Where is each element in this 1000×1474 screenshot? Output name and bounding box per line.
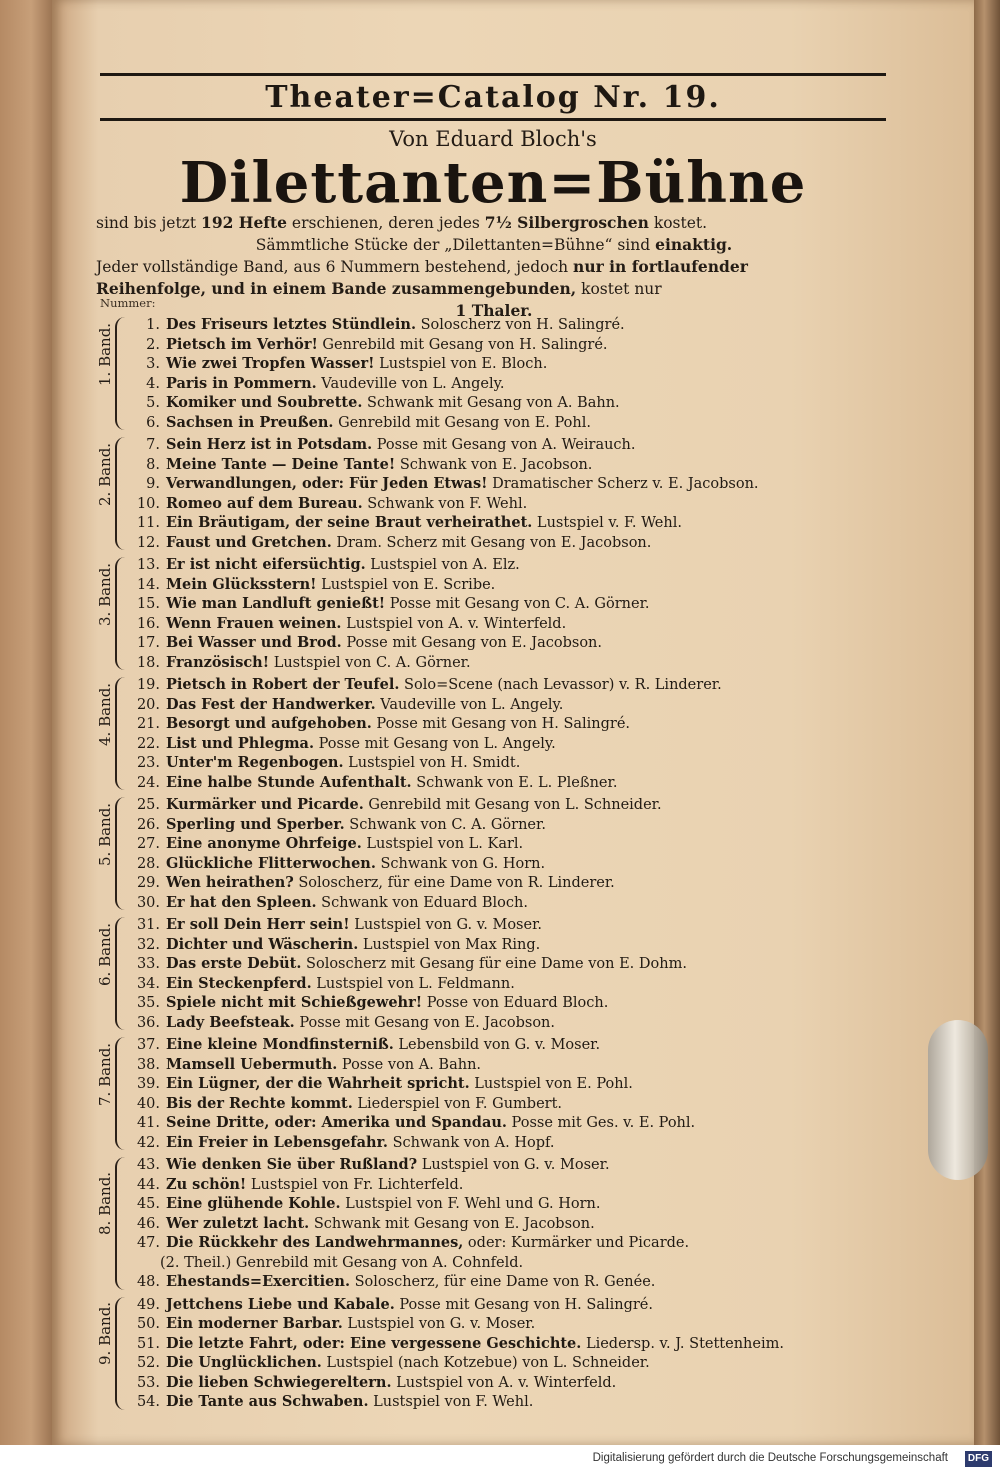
- list-item: [134, 1155, 610, 1175]
- entry-number: 13.: [136, 557, 160, 573]
- entry-number: 47.: [136, 1235, 160, 1251]
- list-item: [134, 494, 527, 514]
- entry-description: Lustspiel von E. Bloch.: [374, 356, 548, 372]
- entry-description: Schwank von A. Hopf.: [387, 1134, 555, 1151]
- list-item: [134, 1314, 535, 1334]
- list-item: [134, 1295, 653, 1315]
- right-page-edge: [974, 0, 1000, 1445]
- entry-title: Unter'm Regenbogen.: [166, 754, 344, 771]
- list-item: [134, 675, 722, 695]
- entry-number: 39.: [136, 1076, 160, 1092]
- list-item: [134, 575, 495, 595]
- list-item: [134, 974, 515, 994]
- band-group: [89, 317, 133, 430]
- entry-title: Eine glühende Kohle.: [166, 1195, 341, 1212]
- entry-description: Schwank von C. A. Görner.: [344, 816, 546, 833]
- entry-description: Dram. Scherz mit Gesang von E. Jacobson.: [331, 534, 652, 551]
- entry-title: Die Rückkehr des Landwehrmannes,: [166, 1234, 464, 1251]
- band-label: 1. Band.: [96, 322, 114, 386]
- entry-number: 8.: [146, 456, 160, 473]
- entry-description: Posse mit Gesang von C. A. Görner.: [385, 596, 650, 612]
- header-rule-top: [100, 73, 886, 76]
- list-item: [134, 993, 608, 1013]
- band-label: 5. Band.: [96, 802, 114, 866]
- entry-number: 10.: [136, 495, 160, 512]
- entry-title: Wenn Frauen weinen.: [166, 614, 342, 632]
- entry-number: 12.: [136, 534, 160, 551]
- entry-title: Wie zwei Tropfen Wasser!: [166, 355, 375, 372]
- entry-description: Lustspiel von A. Elz.: [365, 557, 520, 573]
- entry-description: Lustspiel von F. Wehl.: [368, 1394, 534, 1410]
- entry-number: 29.: [136, 875, 160, 891]
- band-brace: [115, 317, 127, 430]
- entry-description: Posse mit Gesang von L. Angely.: [314, 735, 556, 752]
- entry-number: 40.: [136, 1095, 160, 1112]
- band-brace: [115, 677, 127, 790]
- entry-title: Ein Freier in Lebensgefahr.: [166, 1133, 388, 1151]
- list-item: [134, 734, 556, 754]
- list-item: [134, 915, 542, 935]
- list-item: [134, 1353, 650, 1373]
- band-group: [89, 797, 133, 910]
- entry-description: Lustspiel von F. Wehl und G. Horn.: [340, 1196, 601, 1212]
- entry-description: Lustspiel von C. A. Görner.: [269, 654, 471, 671]
- entry-title: Wen heirathen?: [166, 874, 294, 891]
- band-brace: [115, 1157, 127, 1290]
- entry-description: Soloscherz, für eine Dame von R. Linderer.: [293, 875, 615, 891]
- list-item: [134, 1133, 554, 1153]
- entry-title: List und Phlegma.: [166, 734, 314, 752]
- entry-description: Lustspiel von G. v. Moser.: [417, 1157, 610, 1173]
- nummer-label: Nummer:: [100, 296, 156, 310]
- list-item: [134, 455, 592, 475]
- intro-paragraph: sind bis jetzt 192 Hefte erschienen, deren jedes 7½ Silbergroschen kostet. Sämmtliche Stücke der „Dilettanten=Bühne“ sind einaktig. Jeder vollständige Band, aus 6 Nummern bestehend, jedoch nur in fortlaufender Reihenfolge, und in einem Bande zusammengebunden, kostet nur 1 Thaler.: [96, 213, 748, 320]
- list-item: [134, 954, 687, 974]
- entry-number: 6.: [146, 414, 160, 431]
- entry-description: Genrebild mit Gesang von L. Schneider.: [363, 797, 662, 813]
- entry-number: 28.: [136, 855, 160, 872]
- entry-number: 45.: [136, 1196, 160, 1212]
- entry-number: 22.: [136, 735, 160, 752]
- entry-number: 20.: [136, 696, 160, 713]
- entry-description: Lustspiel von E. Scribe.: [316, 576, 496, 593]
- page-title: Dilettanten=Bühne: [179, 150, 807, 216]
- list-item: [134, 873, 615, 893]
- entry-number: 32.: [136, 936, 160, 953]
- entry-title: Kurmärker und Picarde.: [166, 796, 364, 813]
- entry-description: Schwank von E. Jacobson.: [395, 456, 593, 473]
- entry-title: Wer zuletzt lacht.: [166, 1214, 310, 1232]
- entry-number: 34.: [136, 975, 160, 992]
- band-label: 3. Band.: [96, 562, 114, 626]
- list-item: [134, 513, 682, 533]
- list-item: [134, 1094, 562, 1114]
- entry-description: Genrebild mit Gesang von H. Salingré.: [317, 336, 608, 353]
- entry-title: Ein Bräutigam, der seine Braut verheirathet.: [166, 514, 533, 531]
- list-item: [134, 413, 591, 433]
- entry-title: Dichter und Wäscherin.: [166, 935, 359, 953]
- entry-number: 49.: [136, 1296, 160, 1313]
- entry-title: Er hat den Spleen.: [166, 893, 317, 911]
- band-group: [89, 1297, 133, 1410]
- entry-number: 42.: [136, 1134, 160, 1151]
- list-item: [134, 1035, 600, 1055]
- header-rule-bottom: [100, 118, 886, 121]
- entry-description: Schwank von F. Wehl.: [362, 495, 528, 512]
- list-item: [134, 893, 528, 913]
- entry-title: Die lieben Schwiegereltern.: [166, 1373, 392, 1391]
- entry-description: Solo=Scene (nach Levassor) v. R. Linderer.: [399, 677, 722, 693]
- entry-title: Paris in Pommern.: [166, 374, 317, 392]
- band-label: 8. Band.: [96, 1172, 114, 1236]
- entry-title: Seine Dritte, oder: Amerika und Spandau.: [166, 1114, 507, 1131]
- band-brace: [115, 917, 127, 1030]
- list-item: [134, 1233, 689, 1253]
- list-item: [134, 1194, 601, 1214]
- entry-number: 11.: [136, 515, 160, 531]
- band-brace: [115, 1297, 127, 1410]
- entry-description: Lustspiel von L. Feldmann.: [311, 975, 515, 992]
- list-item: [134, 653, 471, 673]
- catalog-header: Theater=Catalog Nr. 19.: [265, 80, 721, 115]
- entry-title: Romeo auf dem Bureau.: [166, 494, 363, 512]
- entry-title: Sperling und Sperber.: [166, 815, 345, 833]
- list-item: [134, 474, 759, 494]
- entry-number: 4.: [146, 375, 160, 392]
- band-group: [89, 1037, 133, 1150]
- entry-description: Dramatischer Scherz v. E. Jacobson.: [487, 476, 759, 492]
- list-item: [134, 935, 540, 955]
- entry-number: 27.: [136, 836, 160, 852]
- entry-title: Eine halbe Stunde Aufenthalt.: [166, 773, 412, 791]
- entry-number: 5.: [146, 395, 160, 411]
- entry-description: Posse mit Ges. v. E. Pohl.: [506, 1115, 696, 1131]
- entry-title: Lady Beefsteak.: [166, 1013, 295, 1031]
- entry-number: 46.: [136, 1215, 160, 1232]
- entry-title: Wie man Landluft genießt!: [166, 595, 386, 612]
- entry-title: Pietsch in Robert der Teufel.: [166, 676, 400, 693]
- dfg-logo: DFG: [965, 1451, 992, 1467]
- band-group: [89, 557, 133, 670]
- list-item: [134, 854, 545, 874]
- band-label: 6. Band.: [96, 922, 114, 986]
- band-brace: [115, 557, 127, 670]
- entry-number: 53.: [136, 1374, 160, 1391]
- entry-title: Zu schön!: [166, 1175, 247, 1193]
- entry-number: 3.: [146, 356, 160, 372]
- entry-title: Sein Herz ist in Potsdam.: [166, 436, 373, 453]
- entry-description: Vaudeville von L. Angely.: [375, 696, 564, 713]
- list-item: [134, 354, 547, 374]
- list-item: [134, 1334, 784, 1354]
- band-brace: [115, 1037, 127, 1150]
- list-item: [134, 773, 617, 793]
- entry-title: Ehestands=Exercitien.: [166, 1273, 350, 1290]
- list-item: [134, 714, 630, 734]
- list-item: [134, 435, 636, 455]
- entry-number: 35.: [136, 995, 160, 1011]
- entry-number: 25.: [136, 797, 160, 813]
- entry-number: 15.: [136, 596, 160, 612]
- entry-number: 52.: [136, 1355, 160, 1371]
- band-brace: [115, 797, 127, 910]
- entry-title: Sachsen in Preußen.: [166, 413, 334, 431]
- entry-title: Französisch!: [166, 653, 270, 671]
- entry-description: Soloscherz, für eine Dame von R. Genée.: [350, 1274, 656, 1290]
- entry-title: Eine kleine Mondfinsterniß.: [166, 1036, 394, 1053]
- entry-number: 44.: [136, 1176, 160, 1193]
- entry-description: Lustspiel von G. v. Moser.: [342, 1316, 536, 1332]
- entry-number: 19.: [136, 677, 160, 693]
- entry-description: Posse mit Gesang von E. Jacobson.: [341, 635, 602, 651]
- list-item: [134, 795, 662, 815]
- entry-number: 9.: [146, 476, 160, 492]
- entry-title: Die Tante aus Schwaben.: [166, 1393, 369, 1410]
- entry-title: Das erste Debüt.: [166, 955, 302, 972]
- footer-bar: [0, 1445, 1000, 1474]
- list-item: [134, 555, 520, 575]
- entry-number: 1.: [146, 317, 160, 333]
- entry-title: Jettchens Liebe und Kabale.: [166, 1295, 395, 1313]
- entry-title: Verwandlungen, oder: Für Jeden Etwas!: [166, 475, 488, 492]
- entry-title: Mein Glücksstern!: [166, 575, 317, 593]
- entry-description: Posse mit Gesang von H. Salingré.: [371, 716, 631, 732]
- list-item: [134, 1175, 463, 1195]
- entry-number: 30.: [136, 894, 160, 911]
- list-item: [134, 335, 608, 355]
- entry-description: Soloscherz mit Gesang für eine Dame von E. Dohm.: [301, 956, 687, 972]
- entry-number: 7.: [146, 437, 160, 453]
- entry-description: Lustspiel v. F. Wehl.: [532, 515, 682, 531]
- band-group: [89, 917, 133, 1030]
- entry-title: Er ist nicht eifersüchtig.: [166, 556, 366, 573]
- entry-description: Posse mit Gesang von H. Salingré.: [394, 1296, 653, 1313]
- list-item: [134, 1013, 555, 1033]
- list-item: [134, 594, 650, 614]
- entry-number: 31.: [136, 917, 160, 933]
- band-label: 7. Band.: [96, 1042, 114, 1106]
- entry-title: Bei Wasser und Brod.: [166, 634, 342, 651]
- entry-description: Schwank mit Gesang von A. Bahn.: [362, 395, 620, 411]
- entry-description: Lustspiel von H. Smidt.: [343, 755, 521, 771]
- list-item: [134, 1074, 633, 1094]
- entry-title: Das Fest der Handwerker.: [166, 695, 376, 713]
- entry-title: Ein Steckenpferd.: [166, 974, 312, 992]
- entry-title: Komiker und Soubrette.: [166, 394, 363, 411]
- entry-number: 38.: [136, 1056, 160, 1073]
- band-brace: [115, 437, 127, 550]
- entry-description: Schwank von E. L. Pleßner.: [411, 774, 618, 791]
- entry-title: Spiele nicht mit Schießgewehr!: [166, 994, 423, 1011]
- entry-description: Lustspiel von Max Ring.: [358, 936, 541, 953]
- entry-title: Ein Lügner, der die Wahrheit spricht.: [166, 1075, 470, 1092]
- entry-title: Die Unglücklichen.: [166, 1354, 322, 1371]
- left-page-edge: [0, 0, 52, 1445]
- entry-title: Meine Tante — Deine Tante!: [166, 455, 396, 473]
- entry-number: 18.: [136, 654, 160, 671]
- band-label: 2. Band.: [96, 442, 114, 506]
- publisher-line: Von Eduard Bloch's: [389, 127, 597, 151]
- list-item: [134, 315, 625, 335]
- list-item: [134, 753, 520, 773]
- list-item: [134, 1214, 595, 1234]
- entry-description: Liederspiel von F. Gumbert.: [352, 1095, 563, 1112]
- entry-number: 21.: [136, 716, 160, 732]
- entry-number: 43.: [136, 1157, 160, 1173]
- entry-title: Er soll Dein Herr sein!: [166, 916, 350, 933]
- entry-description: Posse mit Gesang von A. Weirauch.: [372, 437, 636, 453]
- entry-number: 36.: [136, 1014, 160, 1031]
- entry-number: 17.: [136, 635, 160, 651]
- list-item: [134, 695, 563, 715]
- entry-number: 14.: [136, 576, 160, 593]
- entry-number: 51.: [136, 1335, 160, 1352]
- list-item: [134, 393, 620, 413]
- entry-description: Posse mit Gesang von E. Jacobson.: [294, 1014, 555, 1031]
- entry-title: Die letzte Fahrt, oder: Eine vergessene Geschichte.: [166, 1334, 582, 1352]
- list-item: [134, 815, 546, 835]
- entry-title: Eine anonyme Ohrfeige.: [166, 835, 362, 852]
- list-item: [134, 1055, 481, 1075]
- entry-title: Bis der Rechte kommt.: [166, 1094, 353, 1112]
- entry-description: Vaudeville von L. Angely.: [316, 375, 505, 392]
- entry-number: 24.: [136, 774, 160, 791]
- entry-description: Liedersp. v. J. Stettenheim.: [581, 1335, 784, 1352]
- entry-description: Lustspiel von G. v. Moser.: [349, 917, 543, 933]
- entry-description: Schwank mit Gesang von E. Jacobson.: [309, 1215, 595, 1232]
- footer-credit: Digitalisierung gefördert durch die Deutsche Forschungsgemeinschaft: [592, 1452, 948, 1464]
- entry-number: 23.: [136, 755, 160, 771]
- entry-description: Posse von A. Bahn.: [337, 1056, 482, 1073]
- list-item: [134, 834, 523, 854]
- band-group: [89, 437, 133, 550]
- entry-description: Lustspiel (nach Kotzebue) von L. Schneider.: [321, 1355, 650, 1371]
- list-item: [134, 633, 602, 653]
- entry-title: Faust und Gretchen.: [166, 533, 332, 551]
- entry-description: Lebensbild von G. v. Moser.: [393, 1037, 601, 1053]
- entry-continuation: (2. Theil.) Genrebild mit Gesang von A. Cohnfeld.: [160, 1254, 524, 1271]
- entry-number: 2.: [146, 336, 160, 353]
- entry-number: 37.: [136, 1037, 160, 1053]
- entry-number: 54.: [136, 1394, 160, 1410]
- entry-description: Soloscherz von H. Salingré.: [416, 317, 625, 333]
- list-item: [134, 1113, 695, 1133]
- entry-number: 16.: [136, 615, 160, 632]
- band-group: [89, 677, 133, 790]
- entry-description: Lustspiel von Fr. Lichterfeld.: [246, 1176, 464, 1193]
- list-item: [134, 533, 651, 553]
- list-item: [134, 1272, 655, 1292]
- entry-description: Schwank von Eduard Bloch.: [316, 894, 528, 911]
- entry-title: Besorgt und aufgehoben.: [166, 715, 372, 732]
- entry-description: Lustspiel von A. v. Winterfeld.: [391, 1374, 617, 1391]
- entry-description: oder: Kurmärker und Picarde.: [463, 1235, 690, 1251]
- entry-number: 41.: [136, 1115, 160, 1131]
- entry-number: 33.: [136, 956, 160, 972]
- entry-title: Ein moderner Barbar.: [166, 1315, 343, 1332]
- entry-description: Lustspiel von A. v. Winterfeld.: [341, 615, 567, 632]
- entry-number: 50.: [136, 1316, 160, 1332]
- list-item: [134, 374, 505, 394]
- entry-number: 48.: [136, 1274, 160, 1290]
- band-label: 9. Band.: [96, 1301, 114, 1365]
- entry-number: 26.: [136, 816, 160, 833]
- entry-title: Wie denken Sie über Rußland?: [166, 1156, 418, 1173]
- list-item: [134, 614, 566, 634]
- entry-title: Glückliche Flitterwochen.: [166, 854, 376, 872]
- band-label: 4. Band.: [96, 682, 114, 746]
- entry-description: Schwank von G. Horn.: [375, 855, 546, 872]
- entry-title: Des Friseurs letztes Stündlein.: [166, 316, 417, 333]
- entry-description: Lustspiel von L. Karl.: [361, 836, 524, 852]
- list-item: [134, 1392, 533, 1412]
- list-item: [134, 1373, 616, 1393]
- band-group: [89, 1157, 133, 1290]
- entry-title: Mamsell Uebermuth.: [166, 1055, 338, 1073]
- entry-description: Lustspiel von E. Pohl.: [469, 1076, 633, 1092]
- entry-description: Genrebild mit Gesang von E. Pohl.: [333, 414, 591, 431]
- entry-description: Posse von Eduard Bloch.: [422, 995, 609, 1011]
- paper-clip: [928, 1020, 988, 1180]
- entry-title: Pietsch im Verhör!: [166, 335, 318, 353]
